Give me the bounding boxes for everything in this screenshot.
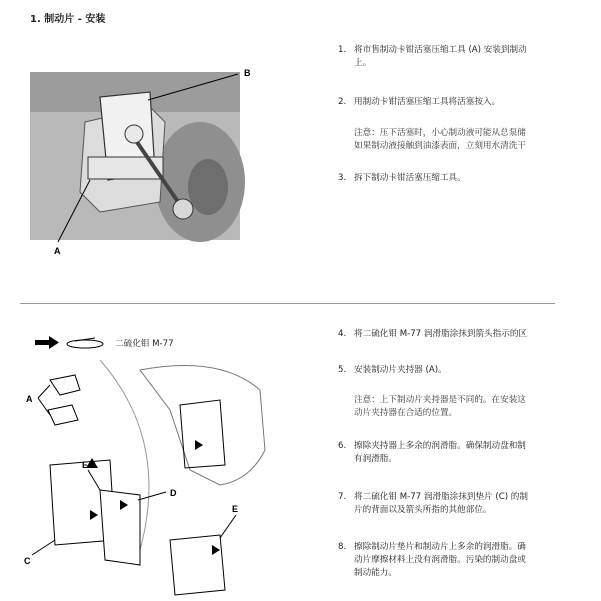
step-number: 5. — [338, 365, 347, 375]
step-text: 将二硫化钼 M-77 润滑脂涂抹到垫片 (C) 的制 片的背面以及箭头所指的其他部位。 — [354, 492, 528, 515]
step-number: 4. — [338, 329, 347, 339]
pad-shim — [170, 535, 225, 595]
leader-line-e1 — [88, 470, 100, 490]
step-number: 6. — [338, 441, 347, 451]
pad-retainer-lower — [48, 405, 78, 425]
handle-knob-upper — [125, 125, 143, 143]
callout-d: D — [170, 488, 177, 498]
step-note: 注意：上下制动片夹持器是不同的。在安装这 动片夹持器在合适的位置。 — [354, 395, 526, 418]
pad-assembly-figure — [20, 350, 280, 601]
callout-c: C — [24, 556, 31, 566]
callout-e2: E — [232, 504, 239, 514]
step-text: 用制动卡钳活塞压缩工具将活塞按入。 — [354, 97, 501, 107]
installed-pad — [180, 400, 225, 468]
leader-line-e2 — [220, 515, 236, 538]
leader-line-d — [138, 492, 166, 500]
callout-e1: E — [82, 460, 89, 470]
steps-bottom — [338, 328, 563, 601]
step-note: 注意：压下活塞时，小心制动液可能从总泵储 如果制动液接触到油漆表面，立刻用水清洗干 — [354, 128, 526, 151]
step-number: 8. — [338, 542, 347, 552]
step-text: 安装制动片夹持器 (A)。 — [354, 365, 447, 375]
leader-line-c — [32, 540, 55, 555]
section-title: 1. 制动片 - 安装 — [30, 14, 106, 25]
caliper-compression-figure — [30, 62, 265, 257]
pad-retainer-upper — [50, 375, 80, 395]
handle-knob-lower — [173, 199, 193, 219]
step-number: 2. — [338, 97, 347, 107]
step-number: 1. — [338, 45, 347, 55]
step-text: 将二硫化钼 M-77 润滑脂涂抹到箭头指示的区 — [354, 329, 528, 339]
callout-b: B — [244, 68, 251, 78]
grease-label: 二硫化钼 M-77 — [115, 339, 174, 349]
disc-hub — [188, 159, 228, 215]
callout-a: A — [54, 246, 61, 256]
leader-line-a — [38, 385, 50, 398]
leader-line-a2 — [38, 398, 50, 415]
step-text: 拆下制动卡钳活塞压缩工具。 — [354, 173, 466, 183]
step-number: 3. — [338, 173, 347, 183]
section-divider — [20, 303, 555, 304]
step-text: 擦除夹持器上多余的润滑脂。确保制动盘和制 有润滑脂。 — [354, 441, 526, 464]
callout-a: A — [26, 394, 33, 404]
step-number: 7. — [338, 492, 347, 502]
step-text: 擦除制动片垫片和制动片上多余的润滑脂。确 动片摩擦材料上没有润滑脂。污染的制动盘或 制动能力。 — [354, 542, 526, 578]
steps-top — [338, 44, 563, 194]
step-text: 将市售制动卡钳活塞压缩工具 (A) 安装到制动 上。 — [354, 45, 527, 68]
